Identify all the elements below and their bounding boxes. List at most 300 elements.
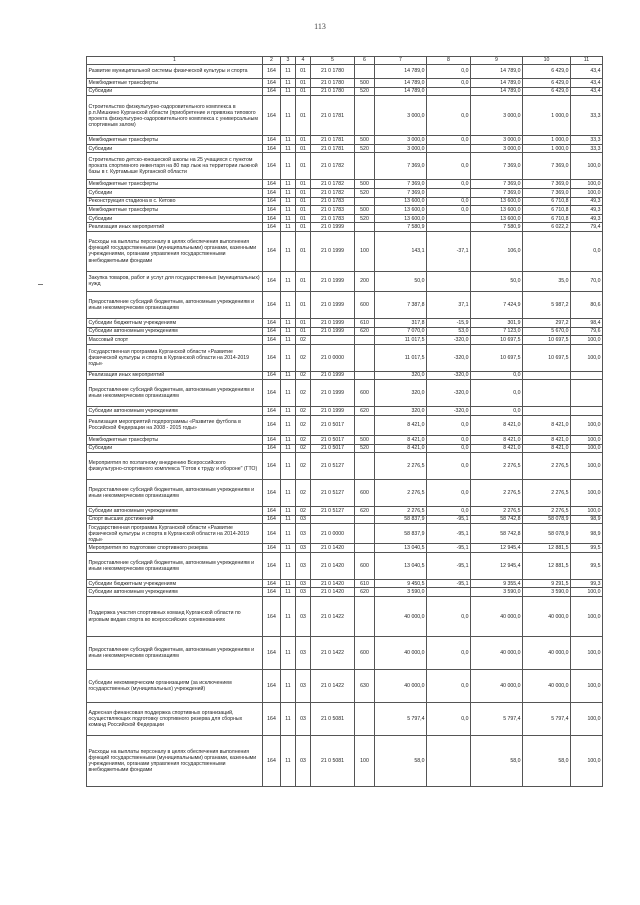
budget-table-body [87, 57, 603, 787]
change-amount-cell [427, 223, 471, 232]
change-amount-cell: -37,1 [427, 231, 471, 271]
approved-amount-cell: 5 797,4 [375, 703, 427, 736]
revised-amount-cell: 12 945,4 [471, 544, 523, 553]
executed-amount-cell: 1 000,0 [523, 144, 571, 153]
execution-percent-cell: 33,3 [571, 136, 603, 145]
expense-type-code-cell [355, 96, 375, 136]
section-code-cell: 11 [281, 544, 296, 553]
admin-code-cell: 164 [263, 214, 281, 223]
approved-amount-cell: 2 276,5 [375, 480, 427, 507]
target-item-code-cell: 21 0 5127 [311, 453, 355, 480]
approved-amount-cell: 14 789,0 [375, 79, 427, 88]
execution-percent-cell: 100,0 [571, 153, 603, 180]
table-row [87, 214, 603, 223]
executed-amount-cell [523, 371, 571, 380]
target-item-code-cell: 21 0 1781 [311, 136, 355, 145]
target-item-code-cell: 21 0 1999 [311, 231, 355, 271]
revised-amount-cell: 3 000,0 [471, 136, 523, 145]
revised-amount-cell: 7 580,9 [471, 223, 523, 232]
execution-percent-cell: 80,6 [571, 291, 603, 318]
approved-amount-cell: 3 000,0 [375, 136, 427, 145]
expense-type-code-cell: 500 [355, 136, 375, 145]
target-item-code-cell: 21 0 1999 [311, 291, 355, 318]
target-item-code-cell: 21 0 5017 [311, 415, 355, 435]
approved-amount-cell: 58 837,9 [375, 524, 427, 544]
subsection-code-cell: 01 [296, 188, 311, 197]
admin-code-cell: 164 [263, 588, 281, 597]
subsection-code-cell: 02 [296, 453, 311, 480]
change-amount-cell: -95,1 [427, 552, 471, 579]
subsection-code-cell: 01 [296, 271, 311, 291]
item-name-cell: Субсидии автономным учреждениям [87, 407, 263, 416]
header-cell: 2 [263, 57, 281, 65]
revised-amount-cell: 14 789,0 [471, 65, 523, 79]
subsection-code-cell: 03 [296, 703, 311, 736]
revised-amount-cell: 8 421,0 [471, 435, 523, 444]
section-code-cell: 11 [281, 79, 296, 88]
execution-percent-cell: 100,0 [571, 507, 603, 516]
admin-code-cell: 164 [263, 736, 281, 787]
section-code-cell: 11 [281, 371, 296, 380]
approved-amount-cell: 320,0 [375, 407, 427, 416]
executed-amount-cell: 2 276,5 [523, 480, 571, 507]
execution-percent-cell: 49,3 [571, 206, 603, 215]
target-item-code-cell: 21 0 0000 [311, 344, 355, 371]
change-amount-cell: 0,0 [427, 415, 471, 435]
execution-percent-cell: 79,4 [571, 223, 603, 232]
change-amount-cell: 0,0 [427, 79, 471, 88]
approved-amount-cell: 320,0 [375, 371, 427, 380]
target-item-code-cell: 21 0 5017 [311, 435, 355, 444]
table-row [87, 180, 603, 189]
item-name-cell: Поддержка участия спортивных команд Курганской области по игровым видам спорта во всероссийских соревнованиях [87, 597, 263, 637]
admin-code-cell: 164 [263, 444, 281, 453]
margin-mark [38, 284, 43, 285]
executed-amount-cell: 9 291,5 [523, 579, 571, 588]
expense-type-code-cell: 620 [355, 507, 375, 516]
item-name-cell: Предоставление субсидий бюджетным, автономным учреждениям и иным некоммерческим организациям [87, 552, 263, 579]
subsection-code-cell: 03 [296, 579, 311, 588]
revised-amount-cell: 301,9 [471, 318, 523, 327]
revised-amount-cell: 40 000,0 [471, 597, 523, 637]
section-code-cell: 11 [281, 144, 296, 153]
section-code-cell: 11 [281, 507, 296, 516]
item-name-cell: Субсидии [87, 188, 263, 197]
target-item-code-cell: 21 0 1780 [311, 65, 355, 79]
revised-amount-cell: 3 590,0 [471, 588, 523, 597]
execution-percent-cell: 33,3 [571, 96, 603, 136]
approved-amount-cell: 58 837,9 [375, 515, 427, 524]
target-item-code-cell: 21 0 1782 [311, 188, 355, 197]
target-item-code-cell: 21 0 1780 [311, 87, 355, 96]
change-amount-cell: 0,0 [427, 435, 471, 444]
admin-code-cell: 164 [263, 87, 281, 96]
executed-amount-cell: 297,2 [523, 318, 571, 327]
table-row [87, 515, 603, 524]
admin-code-cell: 164 [263, 327, 281, 336]
executed-amount-cell [523, 380, 571, 407]
item-name-cell: Закупка товаров, работ и услуг для государственных (муниципальных) нужд [87, 271, 263, 291]
table-row [87, 231, 603, 271]
change-amount-cell [427, 736, 471, 787]
item-name-cell: Межбюджетные трансферты [87, 136, 263, 145]
executed-amount-cell: 8 421,0 [523, 435, 571, 444]
table-row [87, 96, 603, 136]
target-item-code-cell: 21 0 1782 [311, 153, 355, 180]
revised-amount-cell: 0,0 [471, 407, 523, 416]
expense-type-code-cell: 100 [355, 736, 375, 787]
change-amount-cell: -95,1 [427, 524, 471, 544]
table-row [87, 552, 603, 579]
executed-amount-cell: 5 987,2 [523, 291, 571, 318]
item-name-cell: Субсидии [87, 444, 263, 453]
revised-amount-cell: 106,0 [471, 231, 523, 271]
change-amount-cell [427, 271, 471, 291]
item-name-cell: Реализация иных мероприятий [87, 223, 263, 232]
table-row [87, 579, 603, 588]
header-cell: 4 [296, 57, 311, 65]
approved-amount-cell: 9 450,5 [375, 579, 427, 588]
section-code-cell: 11 [281, 197, 296, 206]
item-name-cell: Субсидии [87, 144, 263, 153]
item-name-cell: Межбюджетные трансферты [87, 180, 263, 189]
execution-percent-cell: 99,3 [571, 579, 603, 588]
subsection-code-cell: 01 [296, 197, 311, 206]
subsection-code-cell: 02 [296, 444, 311, 453]
target-item-code-cell: 21 0 1422 [311, 597, 355, 637]
item-name-cell: Субсидии бюджетным учреждениям [87, 579, 263, 588]
section-code-cell: 11 [281, 670, 296, 703]
table-row [87, 453, 603, 480]
change-amount-cell: -320,0 [427, 371, 471, 380]
execution-percent-cell: 0,0 [571, 231, 603, 271]
item-name-cell: Строительство физкультурно-оздоровительного комплекса в р.п.Мишкино Курганской области (приобретение и привязка типового проекта физкультурно-оздоровительного комплекса с универсальным спортивным залом) [87, 96, 263, 136]
item-name-cell: Государственная программа Курганской области «Развитие физической культуры и спорта в Курганской области на 2014-2019 годы» [87, 524, 263, 544]
target-item-code-cell [311, 336, 355, 345]
execution-percent-cell: 100,0 [571, 336, 603, 345]
admin-code-cell: 164 [263, 515, 281, 524]
item-name-cell: Субсидии некоммерческим организациям (за исключением государственных (муниципальных) учреждений) [87, 670, 263, 703]
item-name-cell: Субсидии автономным учреждениям [87, 327, 263, 336]
execution-percent-cell: 99,5 [571, 544, 603, 553]
change-amount-cell: -95,1 [427, 544, 471, 553]
section-code-cell: 11 [281, 188, 296, 197]
section-code-cell: 11 [281, 736, 296, 787]
change-amount-cell: 0,0 [427, 453, 471, 480]
item-name-cell: Предоставление субсидий бюджетным, автономным учреждениям и иным некоммерческим организациям [87, 637, 263, 670]
expense-type-code-cell: 600 [355, 552, 375, 579]
expense-type-code-cell [355, 336, 375, 345]
executed-amount-cell: 35,0 [523, 271, 571, 291]
change-amount-cell: 0,0 [427, 96, 471, 136]
expense-type-code-cell: 620 [355, 588, 375, 597]
admin-code-cell: 164 [263, 380, 281, 407]
header-cell: 11 [571, 57, 603, 65]
item-name-cell: Мероприятия по подготовке спортивного резерва [87, 544, 263, 553]
target-item-code-cell: 21 0 1420 [311, 552, 355, 579]
expense-type-code-cell: 610 [355, 318, 375, 327]
executed-amount-cell: 3 590,0 [523, 588, 571, 597]
item-name-cell: Предоставление субсидий бюджетным, автономным учреждениям и иным некоммерческим организациям [87, 480, 263, 507]
revised-amount-cell: 3 000,0 [471, 96, 523, 136]
executed-amount-cell: 6 710,8 [523, 197, 571, 206]
change-amount-cell: 0,0 [427, 206, 471, 215]
revised-amount-cell: 5 797,4 [471, 703, 523, 736]
execution-percent-cell: 43,4 [571, 79, 603, 88]
item-name-cell: Расходы на выплаты персоналу в целях обеспечения выполнения функций государственными (муниципальными) органами, казенными учреждениями, органами управления государственными внебюджетными фондами [87, 231, 263, 271]
item-name-cell: Реализация иных мероприятий [87, 371, 263, 380]
admin-code-cell: 164 [263, 231, 281, 271]
change-amount-cell: 0,0 [427, 197, 471, 206]
expense-type-code-cell: 520 [355, 444, 375, 453]
change-amount-cell: -15,9 [427, 318, 471, 327]
expense-type-code-cell [355, 223, 375, 232]
approved-amount-cell: 8 421,0 [375, 444, 427, 453]
change-amount-cell: -320,0 [427, 407, 471, 416]
item-name-cell: Субсидии автономным учреждениям [87, 507, 263, 516]
execution-percent-cell [571, 407, 603, 416]
executed-amount-cell: 12 881,5 [523, 544, 571, 553]
target-item-code-cell: 21 0 1999 [311, 271, 355, 291]
table-row [87, 380, 603, 407]
table-row [87, 206, 603, 215]
section-code-cell: 11 [281, 318, 296, 327]
target-item-code-cell: 21 0 1999 [311, 371, 355, 380]
change-amount-cell: -320,0 [427, 336, 471, 345]
revised-amount-cell: 7 123,0 [471, 327, 523, 336]
revised-amount-cell: 12 945,4 [471, 552, 523, 579]
subsection-code-cell: 02 [296, 371, 311, 380]
approved-amount-cell: 7 070,0 [375, 327, 427, 336]
item-name-cell: Субсидии [87, 87, 263, 96]
target-item-code-cell: 21 0 1420 [311, 579, 355, 588]
section-code-cell: 11 [281, 65, 296, 79]
item-name-cell: Субсидии автономным учреждениям [87, 588, 263, 597]
target-item-code-cell: 21 0 0000 [311, 524, 355, 544]
revised-amount-cell: 10 697,5 [471, 344, 523, 371]
expense-type-code-cell [355, 544, 375, 553]
revised-amount-cell: 50,0 [471, 271, 523, 291]
executed-amount-cell: 2 276,5 [523, 507, 571, 516]
expense-type-code-cell [355, 65, 375, 79]
table-row [87, 79, 603, 88]
subsection-code-cell: 03 [296, 670, 311, 703]
executed-amount-cell: 6 710,8 [523, 214, 571, 223]
section-code-cell: 11 [281, 180, 296, 189]
expense-type-code-cell: 600 [355, 480, 375, 507]
executed-amount-cell: 1 000,0 [523, 96, 571, 136]
table-row [87, 637, 603, 670]
section-code-cell: 11 [281, 136, 296, 145]
execution-percent-cell: 98,4 [571, 318, 603, 327]
executed-amount-cell: 1 000,0 [523, 136, 571, 145]
approved-amount-cell: 317,8 [375, 318, 427, 327]
approved-amount-cell: 7 369,0 [375, 180, 427, 189]
target-item-code-cell: 21 0 1999 [311, 327, 355, 336]
subsection-code-cell: 01 [296, 79, 311, 88]
subsection-code-cell: 01 [296, 180, 311, 189]
approved-amount-cell: 7 369,0 [375, 153, 427, 180]
revised-amount-cell: 2 276,5 [471, 507, 523, 516]
execution-percent-cell: 70,0 [571, 271, 603, 291]
change-amount-cell [427, 87, 471, 96]
revised-amount-cell: 14 789,0 [471, 87, 523, 96]
admin-code-cell: 164 [263, 552, 281, 579]
execution-percent-cell: 98,9 [571, 524, 603, 544]
change-amount-cell: 0,0 [427, 480, 471, 507]
revised-amount-cell: 10 697,5 [471, 336, 523, 345]
target-item-code-cell: 21 0 1999 [311, 223, 355, 232]
admin-code-cell: 164 [263, 96, 281, 136]
change-amount-cell: 0,0 [427, 444, 471, 453]
header-cell: 6 [355, 57, 375, 65]
change-amount-cell: -95,1 [427, 579, 471, 588]
header-row [87, 57, 603, 65]
revised-amount-cell: 58 742,8 [471, 515, 523, 524]
subsection-code-cell: 02 [296, 336, 311, 345]
subsection-code-cell: 01 [296, 96, 311, 136]
target-item-code-cell: 21 0 5127 [311, 480, 355, 507]
target-item-code-cell: 21 0 1781 [311, 144, 355, 153]
table-row [87, 524, 603, 544]
section-code-cell: 11 [281, 231, 296, 271]
approved-amount-cell: 50,0 [375, 271, 427, 291]
target-item-code-cell: 21 0 1782 [311, 180, 355, 189]
target-item-code-cell: 21 0 5081 [311, 736, 355, 787]
executed-amount-cell: 40 000,0 [523, 637, 571, 670]
item-name-cell: Расходы на выплаты персоналу в целях обеспечения выполнения функций государственными (муниципальными) органами, казенными учреждениями, органами управления государственными внебюджетными фондами [87, 736, 263, 787]
execution-percent-cell: 33,3 [571, 144, 603, 153]
table-row [87, 336, 603, 345]
executed-amount-cell: 58 078,9 [523, 515, 571, 524]
execution-percent-cell: 49,3 [571, 214, 603, 223]
admin-code-cell: 164 [263, 524, 281, 544]
target-item-code-cell: 21 0 1422 [311, 670, 355, 703]
subsection-code-cell: 03 [296, 515, 311, 524]
admin-code-cell: 164 [263, 415, 281, 435]
execution-percent-cell: 100,0 [571, 344, 603, 371]
subsection-code-cell: 01 [296, 223, 311, 232]
table-row [87, 588, 603, 597]
section-code-cell: 11 [281, 435, 296, 444]
revised-amount-cell: 8 421,0 [471, 415, 523, 435]
item-name-cell: Реализация мероприятий подпрограммы «Развитие футбола в Российской Федерации на 2008 - 2015 годы» [87, 415, 263, 435]
expense-type-code-cell: 500 [355, 79, 375, 88]
table-row [87, 703, 603, 736]
approved-amount-cell: 13 600,0 [375, 197, 427, 206]
admin-code-cell: 164 [263, 703, 281, 736]
section-code-cell: 11 [281, 96, 296, 136]
approved-amount-cell: 13 040,5 [375, 552, 427, 579]
revised-amount-cell: 13 600,0 [471, 197, 523, 206]
executed-amount-cell: 8 421,0 [523, 415, 571, 435]
subsection-code-cell: 01 [296, 318, 311, 327]
subsection-code-cell: 01 [296, 291, 311, 318]
item-name-cell: Развитие муниципальной системы физической культуры и спорта [87, 65, 263, 79]
executed-amount-cell: 10 697,5 [523, 344, 571, 371]
section-code-cell: 11 [281, 597, 296, 637]
subsection-code-cell: 03 [296, 736, 311, 787]
revised-amount-cell: 7 424,9 [471, 291, 523, 318]
table-row [87, 188, 603, 197]
change-amount-cell: 0,0 [427, 153, 471, 180]
approved-amount-cell: 7 369,0 [375, 188, 427, 197]
execution-percent-cell: 79,6 [571, 327, 603, 336]
table-row [87, 507, 603, 516]
header-cell: 10 [523, 57, 571, 65]
item-name-cell: Реконструкция стадиона в с. Кетово [87, 197, 263, 206]
execution-percent-cell: 100,0 [571, 736, 603, 787]
table-row [87, 153, 603, 180]
subsection-code-cell: 02 [296, 415, 311, 435]
revised-amount-cell: 2 276,5 [471, 453, 523, 480]
section-code-cell: 11 [281, 380, 296, 407]
change-amount-cell: 0,0 [427, 670, 471, 703]
item-name-cell: Предоставление субсидий бюджетным, автономным учреждениям и иным некоммерческим организациям [87, 291, 263, 318]
approved-amount-cell: 11 017,5 [375, 344, 427, 371]
table-row [87, 318, 603, 327]
expense-type-code-cell [355, 703, 375, 736]
approved-amount-cell: 2 276,5 [375, 453, 427, 480]
executed-amount-cell [523, 407, 571, 416]
subsection-code-cell: 03 [296, 637, 311, 670]
revised-amount-cell: 58 742,8 [471, 524, 523, 544]
subsection-code-cell: 02 [296, 480, 311, 507]
expense-type-code-cell: 620 [355, 407, 375, 416]
subsection-code-cell: 01 [296, 136, 311, 145]
revised-amount-cell: 7 369,0 [471, 153, 523, 180]
table-row [87, 544, 603, 553]
revised-amount-cell: 0,0 [471, 371, 523, 380]
item-name-cell: Межбюджетные трансферты [87, 206, 263, 215]
admin-code-cell: 164 [263, 180, 281, 189]
expense-type-code-cell [355, 415, 375, 435]
subsection-code-cell: 01 [296, 214, 311, 223]
admin-code-cell: 164 [263, 435, 281, 444]
subsection-code-cell: 01 [296, 144, 311, 153]
table-row [87, 87, 603, 96]
admin-code-cell: 164 [263, 291, 281, 318]
approved-amount-cell: 8 421,0 [375, 415, 427, 435]
approved-amount-cell: 40 000,0 [375, 670, 427, 703]
change-amount-cell: 0,0 [427, 136, 471, 145]
revised-amount-cell: 9 355,4 [471, 579, 523, 588]
approved-amount-cell: 14 789,0 [375, 87, 427, 96]
executed-amount-cell: 5 797,4 [523, 703, 571, 736]
execution-percent-cell: 100,0 [571, 188, 603, 197]
approved-amount-cell: 8 421,0 [375, 435, 427, 444]
expense-type-code-cell: 520 [355, 188, 375, 197]
subsection-code-cell: 03 [296, 524, 311, 544]
admin-code-cell: 164 [263, 318, 281, 327]
expense-type-code-cell: 100 [355, 231, 375, 271]
target-item-code-cell: 21 0 1999 [311, 407, 355, 416]
target-item-code-cell: 21 0 1422 [311, 637, 355, 670]
executed-amount-cell: 5 670,0 [523, 327, 571, 336]
expense-type-code-cell [355, 153, 375, 180]
subsection-code-cell: 03 [296, 588, 311, 597]
execution-percent-cell: 99,5 [571, 552, 603, 579]
expense-type-code-cell: 520 [355, 214, 375, 223]
admin-code-cell: 164 [263, 271, 281, 291]
expense-type-code-cell [355, 515, 375, 524]
header-cell: 8 [427, 57, 471, 65]
subsection-code-cell: 02 [296, 507, 311, 516]
subsection-code-cell: 01 [296, 65, 311, 79]
revised-amount-cell: 7 369,0 [471, 188, 523, 197]
subsection-code-cell: 01 [296, 327, 311, 336]
table-row [87, 407, 603, 416]
